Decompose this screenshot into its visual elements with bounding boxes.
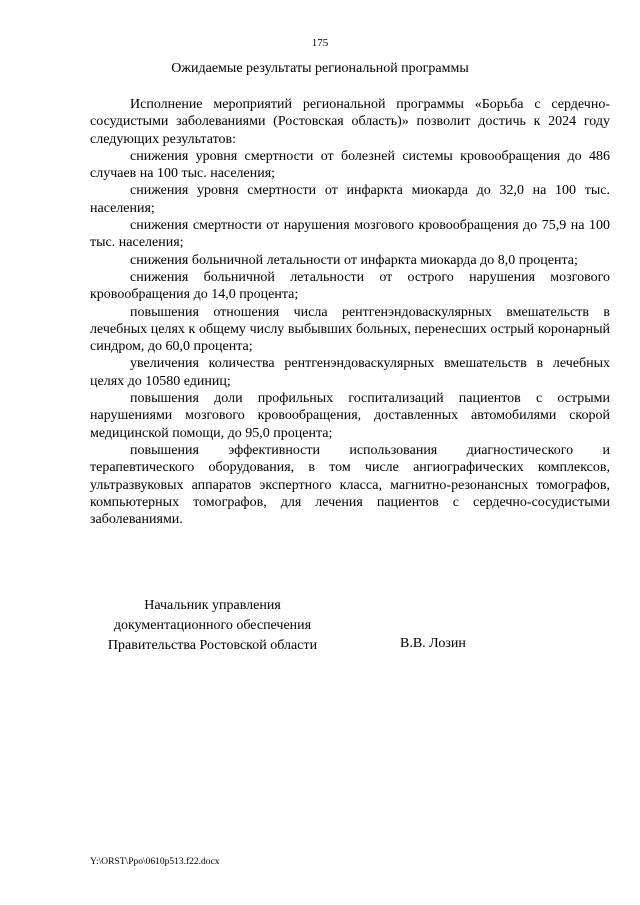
result-item-interventions-ratio: повышения отношения числа рентгенэндоваскулярных вмешательств в лечебных целях к общему числу выбывших больных, перенесших острый коронарный синдром, до 60,0 процента;	[90, 304, 610, 355]
signature-position-line: Начальник управления	[144, 598, 281, 613]
result-item-mortality-circulatory: снижения уровня смертности от болезней системы кровообращения до 486 случаев на 100 тыс. населения;	[90, 148, 610, 182]
result-item-hospitalizations: повышения доли профильных госпитализаций пациентов с острыми нарушениями мозгового кровообращения, доставленных автомобилями скорой медицинской помощи, до 95,0 процента;	[90, 391, 610, 441]
document-title: Ожидаемые результаты региональной программы	[171, 61, 469, 76]
footer-file-path: Y:\ORST\Ppo\0610p513.f22.docx	[90, 857, 220, 867]
result-item-lethality-stroke: снижения больничной летальности от острого нарушения мозгового кровообращения до 14,0 процента;	[90, 269, 610, 303]
result-item-equipment-efficiency: повышения эффективности использования диагностического и терапевтического оборудования, в том числе ангиографических комплексов, ультразвуковых аппаратов экспертного класса, магнитно-резонансных томографов, компьютерных томографов, для лечения пациентов с сердечно-сосудистыми заболеваниями.	[90, 442, 610, 528]
result-item-mortality-stroke: снижения смертности от нарушения мозгового кровообращения до 75,9 на 100 тыс. населения;	[90, 218, 610, 251]
result-item-interventions-count: увеличения количества рентгенэндоваскулярных вмешательств в лечебных целях до 10580 единиц;	[90, 356, 610, 389]
intro-paragraph: Исполнение мероприятий региональной программы «Борьба с сердечно-сосудистыми заболеваниями (Ростовская область)» позволит достичь к 2024 году следующих результатов:	[90, 97, 610, 147]
document-body	[90, 96, 610, 528]
result-item-mortality-infarction: снижения уровня смертности от инфаркта миокарда до 32,0 на 100 тыс. населения;	[90, 183, 610, 216]
signatory-name: В.В. Лозин	[400, 636, 466, 651]
signature-position-line: документационного обеспечения	[113, 618, 312, 633]
signature-position-line: Правительства Ростовской области	[107, 638, 318, 653]
page-number: 175	[311, 37, 329, 49]
result-item-lethality-infarction: снижения больничной летальности от инфаркта миокарда до 8,0 процента;	[130, 252, 578, 268]
signature-position	[90, 596, 335, 656]
